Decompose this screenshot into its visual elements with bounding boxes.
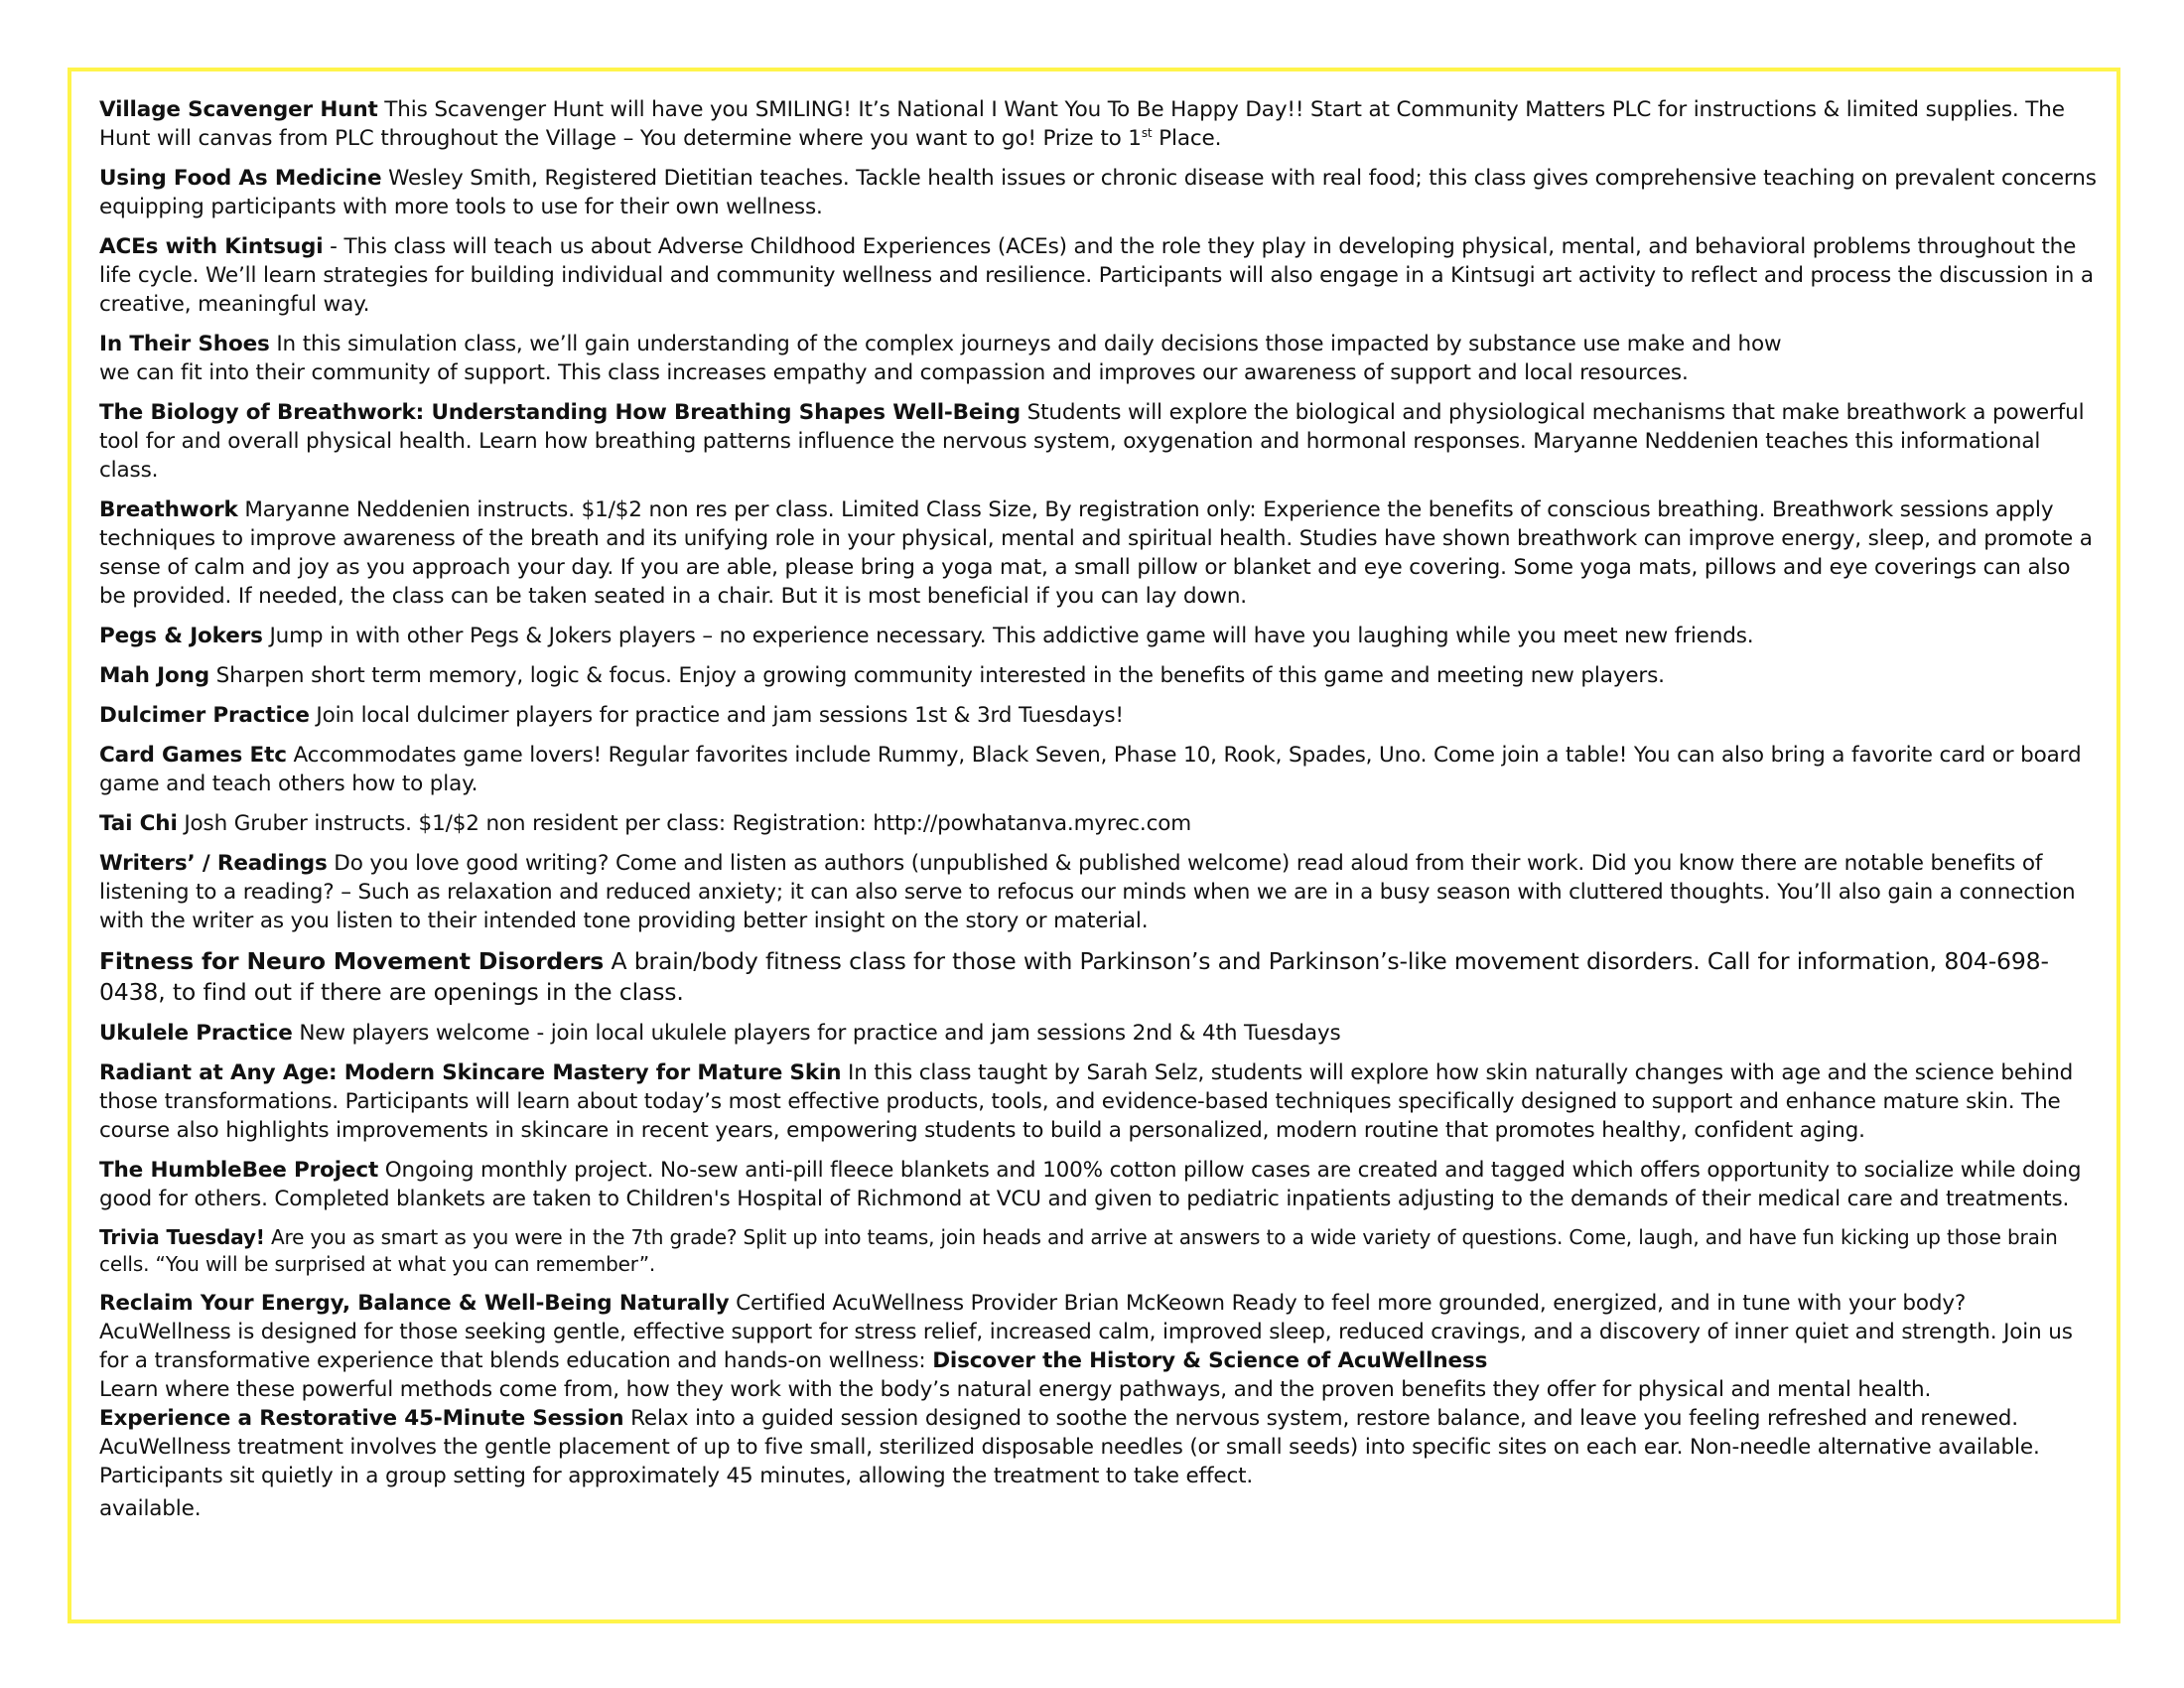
entry-text: Sharpen short term memory, logic & focus. Enjoy a growing community interested in the benefits of this game and meeting new players. <box>208 663 1665 688</box>
entry-text: A brain/body fitness class for those with Parkinson’s and Parkinson’s-like movement disorders. Call for information, 804-698-0438, to find out if there are openings in the class. <box>99 947 2049 1006</box>
entry-intro: Certified AcuWellness Provider Brian McKeown Ready to feel more grounded, energized, and in tune with your body? AcuWellness is designed for those seeking gentle, effective support for stress relief, increased calm, improved sleep, reduced cravings, and a discovery of inner quiet and strength. Join us for a transformative experience that blends education and hands-on wellness: <box>99 1291 2073 1373</box>
superscript: st <box>1141 125 1153 140</box>
entry-title: Dulcimer Practice <box>99 703 310 728</box>
entry-title: Reclaim Your Energy, Balance & Well-Being Naturally <box>99 1291 730 1316</box>
entry-biology-of-breathwork <box>99 398 2097 485</box>
entry-text: In this class taught by Sarah Selz, students will explore how skin naturally changes with age and the science behind those transformations. Participants will learn about today’s most effective products, tools, and evidence-based techniques specifically designed to support and enhance mature skin. The course also highlights improvements in skincare in recent years, empowering students to build a personalized, modern routine that promotes healthy, confident aging. <box>99 1060 2074 1143</box>
entry-text: Accommodates game lovers! Regular favorites include Rummy, Black Seven, Phase 10, Rook, Spades, Uno. Come join a table! You can also bring a favorite card or board game and teach others how to play. <box>99 743 2082 796</box>
entry-using-food-as-medicine <box>99 164 2097 221</box>
entry-title: Using Food As Medicine <box>99 166 382 191</box>
entry-text: New players welcome - join local ukulele players for practice and jam sessions 2nd & 4th Tuesdays <box>292 1021 1341 1046</box>
entry-mah-jong <box>99 661 2097 690</box>
entry-text: Maryanne Neddenien instructs. $1/$2 non res per class. Limited Class Size, By registration only: Experience the benefits of conscious breathing. Breathwork sessions apply techniques to improve awareness of the breath and its unifying role in your physical, mental and spiritual health. Studies have shown breathwork can improve energy, sleep, and promote a sense of calm and joy as you approach your day. If you are able, please bring a yoga mat, a small pillow or blanket and eye covering. Some yoga mats, pillows and eye coverings can also be provided. If needed, the class can be taken seated in a chair. But it is most beneficial if you can lay down. <box>99 497 2093 609</box>
entry-title: Breathwork <box>99 497 238 522</box>
entry-title: Pegs & Jokers <box>99 624 263 648</box>
entry-text: Jump in with other Pegs & Jokers players – no experience necessary. This addictive game will have you laughing while you meet new friends. <box>262 624 1754 648</box>
entry-text-line1: In this simulation class, we’ll gain understanding of the complex journeys and daily decisions those impacted by substance use make and how <box>269 332 1782 356</box>
entry-title: Ukulele Practice <box>99 1021 293 1046</box>
entry-text: Students will explore the biological and physiological mechanisms that make breathwork a powerful tool for and overall physical health. Learn how breathing patterns influence the nervous system, oxygenation and hormonal responses. Maryanne Neddenien teaches this informational class. <box>99 400 2085 483</box>
entry-title: Village Scavenger Hunt <box>99 97 378 122</box>
entry-trivia-tuesday <box>99 1224 2097 1278</box>
entry-humblebee-project <box>99 1156 2097 1213</box>
entry-text-line2: we can fit into their community of support. This class increases empathy and compassion and improves our awareness of support and local resources. <box>99 360 1689 385</box>
entry-tai-chi <box>99 809 2097 838</box>
entry-pegs-and-jokers <box>99 622 2097 650</box>
entry-text: Josh Gruber instructs. $1/$2 non resident per class: Registration: http://powhatanva.myrec.com <box>177 811 1192 836</box>
entry-breathwork <box>99 495 2097 611</box>
entry-fitness-neuro-movement <box>99 946 2097 1008</box>
entry-text: Ongoing monthly project. No-sew anti-pill fleece blankets and 100% cotton pillow cases are created and tagged which offers opportunity to socialize while doing good for others. Completed blankets are taken to Children's Hospital of Richmond at VCU and given to pediatric inpatients adjusting to the demands of their medical care and treatments. <box>99 1158 2082 1211</box>
entry-text: - This class will teach us about Adverse Childhood Experiences (ACEs) and the role they play in developing physical, mental, and behavioral problems throughout the life cycle. We’ll learn strategies for building individual and community wellness and resilience. Participants will also engage in a Kintsugi art activity to reflect and process the discussion in a creative, meaningful way. <box>99 234 2094 317</box>
entry-radiant-at-any-age <box>99 1058 2097 1145</box>
entry-text: This Scavenger Hunt will have you SMILING! It’s National I Want You To Be Happy Day!! Start at Community Matters PLC for instructions & limited supplies. The Hunt will canvas from PLC throughout the Village – You determine where you want to go! Prize to 1 <box>99 97 2065 151</box>
entry-title: Mah Jong <box>99 663 209 688</box>
entry-acuwellness <box>99 1289 2097 1490</box>
entry-card-games-etc <box>99 741 2097 798</box>
entry-village-scavenger-hunt <box>99 95 2097 153</box>
subhead-restorative-session: Experience a Restorative 45-Minute Session <box>99 1406 624 1431</box>
entry-title: In Their Shoes <box>99 332 270 356</box>
entry-title: The Biology of Breathwork: Understanding How Breathing Shapes Well-Being <box>99 400 1021 425</box>
entry-title: ACEs with Kintsugi <box>99 234 324 259</box>
entry-title: Trivia Tuesday! <box>99 1225 265 1249</box>
entry-title: Card Games Etc <box>99 743 287 768</box>
entry-aces-with-kintsugi <box>99 232 2097 319</box>
entry-ukulele-practice <box>99 1019 2097 1048</box>
entry-text: Do you love good writing? Come and listen as authors (unpublished & published welcome) read aloud from their work. Did you know there are notable benefits of listening to a reading? – Such as relaxation and reduced anxiety; it can also serve to refocus our minds when we are in a busy season with cluttered thoughts. You’ll also gain a connection with the writer as you listen to their intended tone providing better insight on the story or material. <box>99 851 2076 933</box>
trailing-available: available. <box>99 1496 202 1521</box>
subhead-history-science: Discover the History & Science of AcuWellness <box>932 1348 1488 1373</box>
entry-text: Wesley Smith, Registered Dietitian teaches. Tackle health issues or chronic disease with real food; this class gives comprehensive teaching on prevalent concerns equipping participants with more tools to use for their own wellness. <box>99 166 2097 219</box>
entry-writers-readings <box>99 849 2097 935</box>
class-descriptions <box>99 95 2097 1534</box>
entry-in-their-shoes <box>99 330 2097 387</box>
entry-title: Writers’ / Readings <box>99 851 328 876</box>
entry-text-end: Place. <box>1152 126 1222 151</box>
entry-text: Are you as smart as you were in the 7th grade? Split up into teams, join heads and arrive at answers to a wide variety of questions. Come, laugh, and have fun kicking up those brain cells. “You will be surprised at what you can remember”. <box>99 1225 2058 1276</box>
subhead1-text: Learn where these powerful methods come from, how they work with the body’s natural energy pathways, and the proven benefits they offer for physical and mental health. <box>99 1377 1932 1402</box>
entry-dulcimer-practice <box>99 701 2097 730</box>
entry-text: Join local dulcimer players for practice and jam sessions 1st & 3rd Tuesdays! <box>309 703 1124 728</box>
entry-title: Tai Chi <box>99 811 178 836</box>
entry-title: Radiant at Any Age: Modern Skincare Mastery for Mature Skin <box>99 1060 842 1085</box>
entry-title: Fitness for Neuro Movement Disorders <box>99 947 605 975</box>
entry-title: The HumbleBee Project <box>99 1158 379 1183</box>
subhead2-text: Relax into a guided session designed to soothe the nervous system, restore balance, and leave you feeling refreshed and renewed. AcuWellness treatment involves the gentle placement of up to five small, sterilized disposable needles (or small seeds) into specific sites on each ear. Non-needle alternative available. Participants sit quietly in a group setting for approximately 45 minutes, allowing the treatment to take effect. <box>99 1406 2040 1488</box>
